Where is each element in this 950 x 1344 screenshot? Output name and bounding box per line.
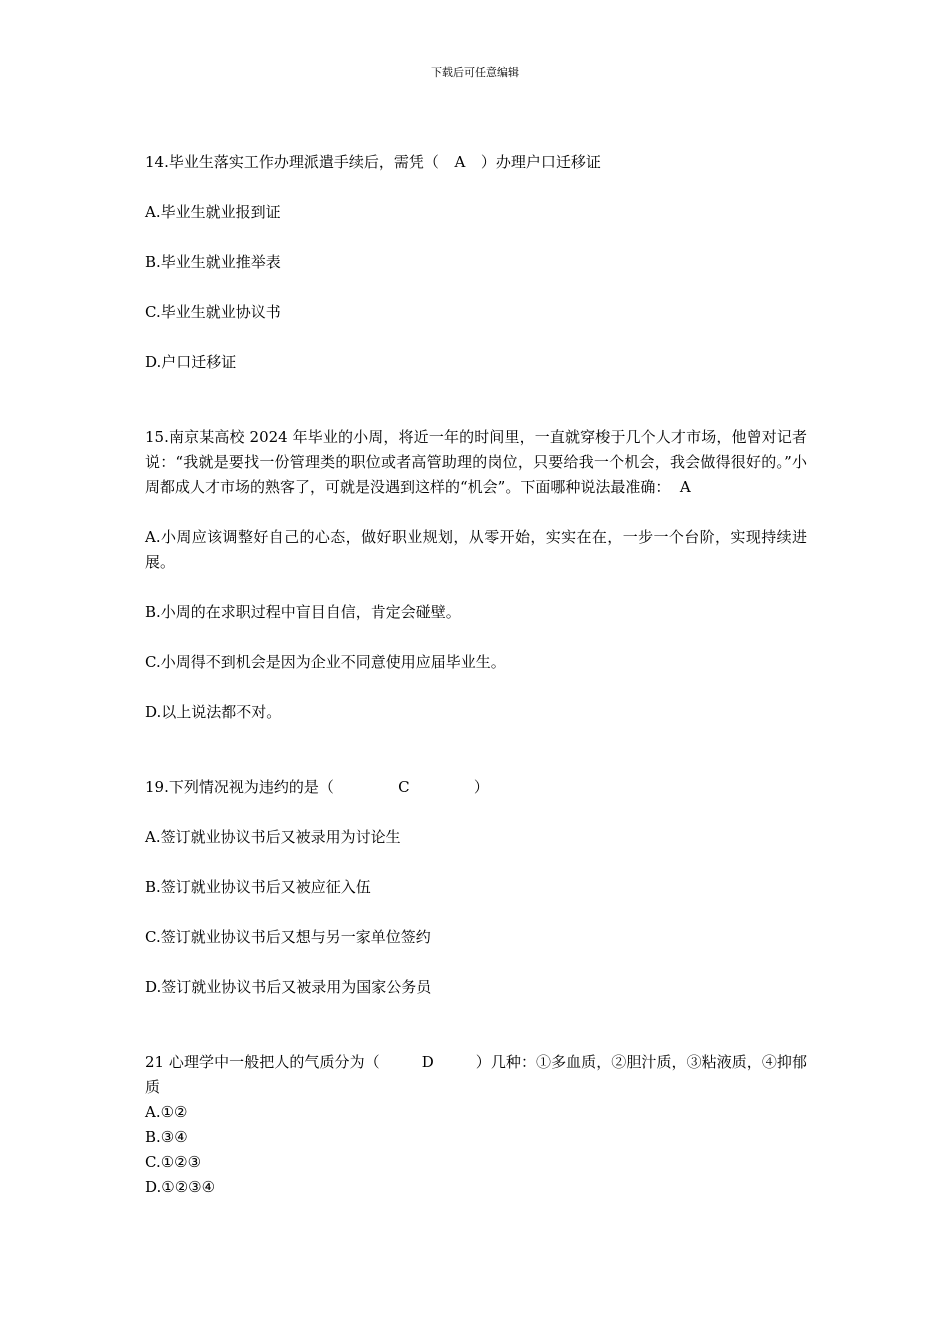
- stem-text: 21 心理学中一般把人的气质分为（: [145, 1053, 380, 1071]
- stem-text-after: ）办理户口迁移证: [480, 153, 601, 171]
- option-c: C.签订就业协议书后又想与另一家单位签约: [145, 928, 431, 946]
- question-15: [145, 425, 807, 725]
- answer-letter: C: [398, 778, 410, 796]
- stem-text-after: ）几种：①多血质，②胆汁质，③粘液质，④抑郁质: [145, 1053, 807, 1096]
- option-b: B.毕业生就业推举表: [145, 253, 281, 271]
- stem-text: 14.毕业生落实工作办理派遣手续后，需凭（: [145, 153, 439, 171]
- option-d: D.户口迁移证: [145, 353, 237, 371]
- option-d: D.以上说法都不对。: [145, 703, 282, 721]
- option-a: A.毕业生就业报到证: [145, 203, 281, 221]
- option-b: B.签订就业协议书后又被应征入伍: [145, 878, 371, 896]
- question-14: [145, 150, 807, 375]
- question-21: [145, 1050, 807, 1200]
- answer-letter: A: [679, 478, 691, 496]
- option-a: A.签订就业协议书后又被录用为讨论生: [145, 828, 401, 846]
- stem-text: 15.南京某高校 2024 年毕业的小周，将近一年的时间里，一直就穿梭于几个人才市场，他曾对记者说：“我就是要找一份管理类的职位或者高管助理的岗位，只要给我一个机会，我会做得很好的。”小周都成人才市场的熟客了，可就是没遇到这样的“机会”。下面哪种说法最准确：: [145, 428, 807, 496]
- stem-text: 19.下列情况视为违约的是（: [145, 778, 334, 796]
- option-c: C.毕业生就业协议书: [145, 303, 281, 321]
- option-d: D.①②③④: [145, 1178, 216, 1196]
- page-header: 下载后可任意编辑: [431, 66, 519, 79]
- document-body: [145, 150, 807, 1200]
- option-a: A.小周应该调整好自己的心态，做好职业规划，从零开始，实实在在，一步一个台阶，实现持续进展。: [145, 528, 807, 571]
- option-c: C.小周得不到机会是因为企业不同意使用应届毕业生。: [145, 653, 506, 671]
- stem-text-after: ）: [473, 778, 489, 796]
- answer-letter: D: [421, 1053, 434, 1071]
- question-19: [145, 775, 807, 1000]
- option-c: C.①②③: [145, 1153, 202, 1171]
- option-d: D.签订就业协议书后又被录用为国家公务员: [145, 978, 432, 996]
- question-stem: [145, 1050, 807, 1100]
- option-b: B.小周的在求职过程中盲目自信，肯定会碰壁。: [145, 603, 461, 621]
- question-stem: [145, 150, 807, 175]
- question-stem: [145, 425, 807, 500]
- answer-letter: A: [454, 153, 466, 171]
- option-a: A.①②: [145, 1103, 188, 1121]
- question-stem: [145, 775, 807, 800]
- option-b: B.③④: [145, 1128, 188, 1146]
